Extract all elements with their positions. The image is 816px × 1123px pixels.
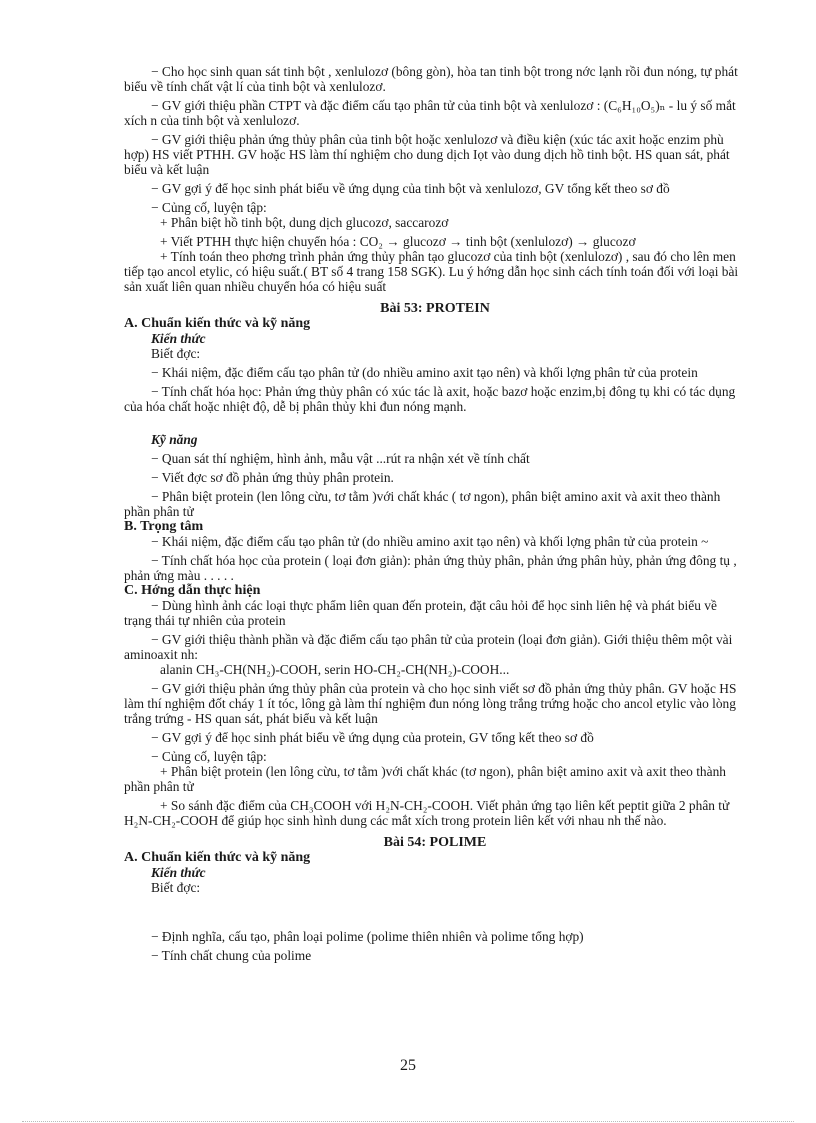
heading-a: A. Chuẩn kiến thức và kỹ năng: [124, 850, 311, 865]
list-item: + Phân biệt protein (len lông cừu, tơ tằm )với chất khác (tơ ngon), phân biệt amino axit và axit theo thành phần phân tử: [124, 764, 726, 794]
subheading-ky-nang: Kỹ năng: [151, 432, 198, 447]
subheading-kien-thuc: Kiến thức: [151, 865, 206, 880]
paragraph: − Tính chất chung của polime: [151, 948, 312, 963]
paragraph: − Củng cố, luyện tập:: [151, 749, 267, 764]
paragraph: − Khái niệm, đặc điểm cấu tạo phân tử (do nhiều amino axit tạo nên) và khối lợng phân tử của protein ~: [151, 534, 709, 549]
paragraph: − Định nghĩa, cấu tạo, phân loại polime (polime thiên nhiên và polime tổng hợp): [151, 929, 584, 944]
paragraph: − Tính chất hóa học: Phản ứng thủy phân có xúc tác là axit, hoặc bazơ hoặc enzim,bị đông tụ khi có tác dụng của hóa chất hoặc nhiệt độ, dễ bị phân thủy khi đun nóng mạnh.: [124, 384, 736, 414]
list-item: + Phân biệt hồ tinh bột, dung dịch glucozơ, saccarozơ: [160, 215, 449, 230]
paragraph: − Dùng hình ảnh các loại thực phẩm liên quan đến protein, đặt câu hỏi để học sinh liên hệ và phát biểu về trạng thái tự nhiên của protein: [124, 598, 717, 628]
list-item: + Viết PTHH thực hiện chuyển hóa : CO₂ → glucozơ → tinh bột (xenlulozơ) → glucozơ: [160, 234, 636, 249]
paragraph: − GV gợi ý để học sinh phát biểu về ứng dụng của protein, GV tổng kết theo sơ đồ: [151, 730, 594, 745]
paragraph: − GV gợi ý để học sinh phát biểu về ứng dụng của tinh bột và xenlulozơ, GV tổng kết theo sơ đồ: [151, 181, 670, 196]
paragraph: − Củng cố, luyện tập:: [151, 200, 267, 215]
list-item: + So sánh đặc điểm của CH₃COOH với H₂N-CH₂-COOH. Viết phản ứng tạo liên kết peptit giữa 2 phân tử H₂N-CH₂-COOH để giúp học sinh hình dung các mắt xích trong protein liên kết với nhau nh thế nào.: [124, 798, 730, 828]
formula-line: alanin CH₃-CH(NH₂)-COOH, serin HO-CH₂-CH(NH₂)-COOH...: [160, 662, 510, 677]
paragraph: − GV giới thiệu thành phần và đặc điểm cấu tạo phân tử của protein (loại đơn giản). Giới thiệu thêm một vài aminoaxit nh:: [124, 632, 733, 662]
page-bottom-divider: [22, 1121, 794, 1122]
paragraph: − GV giới thiệu phản ứng thủy phân của tinh bột hoặc xenlulozơ và điều kiện (xúc tác axit hoặc enzim phù hợp) HS viết PTHH. GV hoặc HS làm thí nghiệm cho dung dịch Iọt vào dung dịch hồ tinh bột. HS quan sát, phát biểu và kết luận: [124, 132, 730, 177]
paragraph: − GV giới thiệu phần CTPT và đặc điểm cấu tạo phân tử của tinh bột và xenlulozơ : (C₆H₁₀O₅)ₙ - lu ý số mắt xích n của tinh bột và xenlulozơ.: [124, 98, 736, 128]
heading-b: B. Trọng tâm: [124, 519, 204, 534]
heading-c: C. Hớng dẫn thực hiện: [124, 583, 261, 598]
paragraph: − Cho học sinh quan sát tinh bột , xenlulozơ (bông gòn), hòa tan tinh bột trong nớc lạnh rồi đun nóng, tự phát biểu về tính chất vật lí của tinh bột và xenlulozơ.: [124, 64, 738, 94]
paragraph: − Quan sát thí nghiệm, hình ảnh, mẫu vật ...rút ra nhận xét về tính chất: [151, 451, 530, 466]
label-biet-duoc: Biết đợc:: [151, 880, 201, 895]
paragraph: − Viết đợc sơ đồ phản ứng thủy phân protein.: [151, 470, 394, 485]
lesson-53-title: Bài 53: PROTEIN: [380, 301, 490, 316]
paragraph: − Phân biệt protein (len lông cừu, tơ tằm )với chất khác ( tơ ngon), phân biệt amino axit và axit theo thành phần phân tử: [124, 489, 721, 519]
label-biet-duoc: Biết đợc:: [151, 346, 201, 361]
page-number: 25: [400, 1057, 416, 1074]
paragraph: − Tính chất hóa học của protein ( loại đơn giản): phản ứng thủy phân, phản ứng phân hủy, phản ứng đông tụ , phản ứng màu . . . . .: [124, 553, 737, 583]
paragraph: − Khái niệm, đặc điểm cấu tạo phân tử (do nhiều amino axit tạo nên) và khối lợng phân tử của protein: [151, 365, 698, 380]
document-page: [124, 64, 746, 963]
list-item: + Tính toán theo phơng trình phản ứng thủy phân tạo glucozơ của tinh bột (xenlulozơ) , sau đó cho lên men tiếp tạo ancol etylic, có hiệu suất.( BT số 4 trang 158 SGK). Lu ý hớng dẫn học sinh cách tính toán đối với loại bài sản xuất liên quan nhiều chuyển hóa có hiệu suất: [124, 249, 739, 294]
paragraph: − GV giới thiệu phản ứng thủy phân của protein và cho học sinh viết sơ đồ phản ứng thủy phân. GV hoặc HS làm thí nghiệm đốt cháy 1 ít tóc, lông gà làm thí nghiệm đun nóng lòng trắng trứng hoặc cho ancol etylic vào lòng trắng trứng - HS quan sát, phát biểu và kết luận: [124, 681, 737, 726]
lesson-54-title: Bài 54: POLIME: [383, 835, 487, 850]
subheading-kien-thuc: Kiến thức: [151, 331, 206, 346]
heading-a: A. Chuẩn kiến thức và kỹ năng: [124, 316, 311, 331]
